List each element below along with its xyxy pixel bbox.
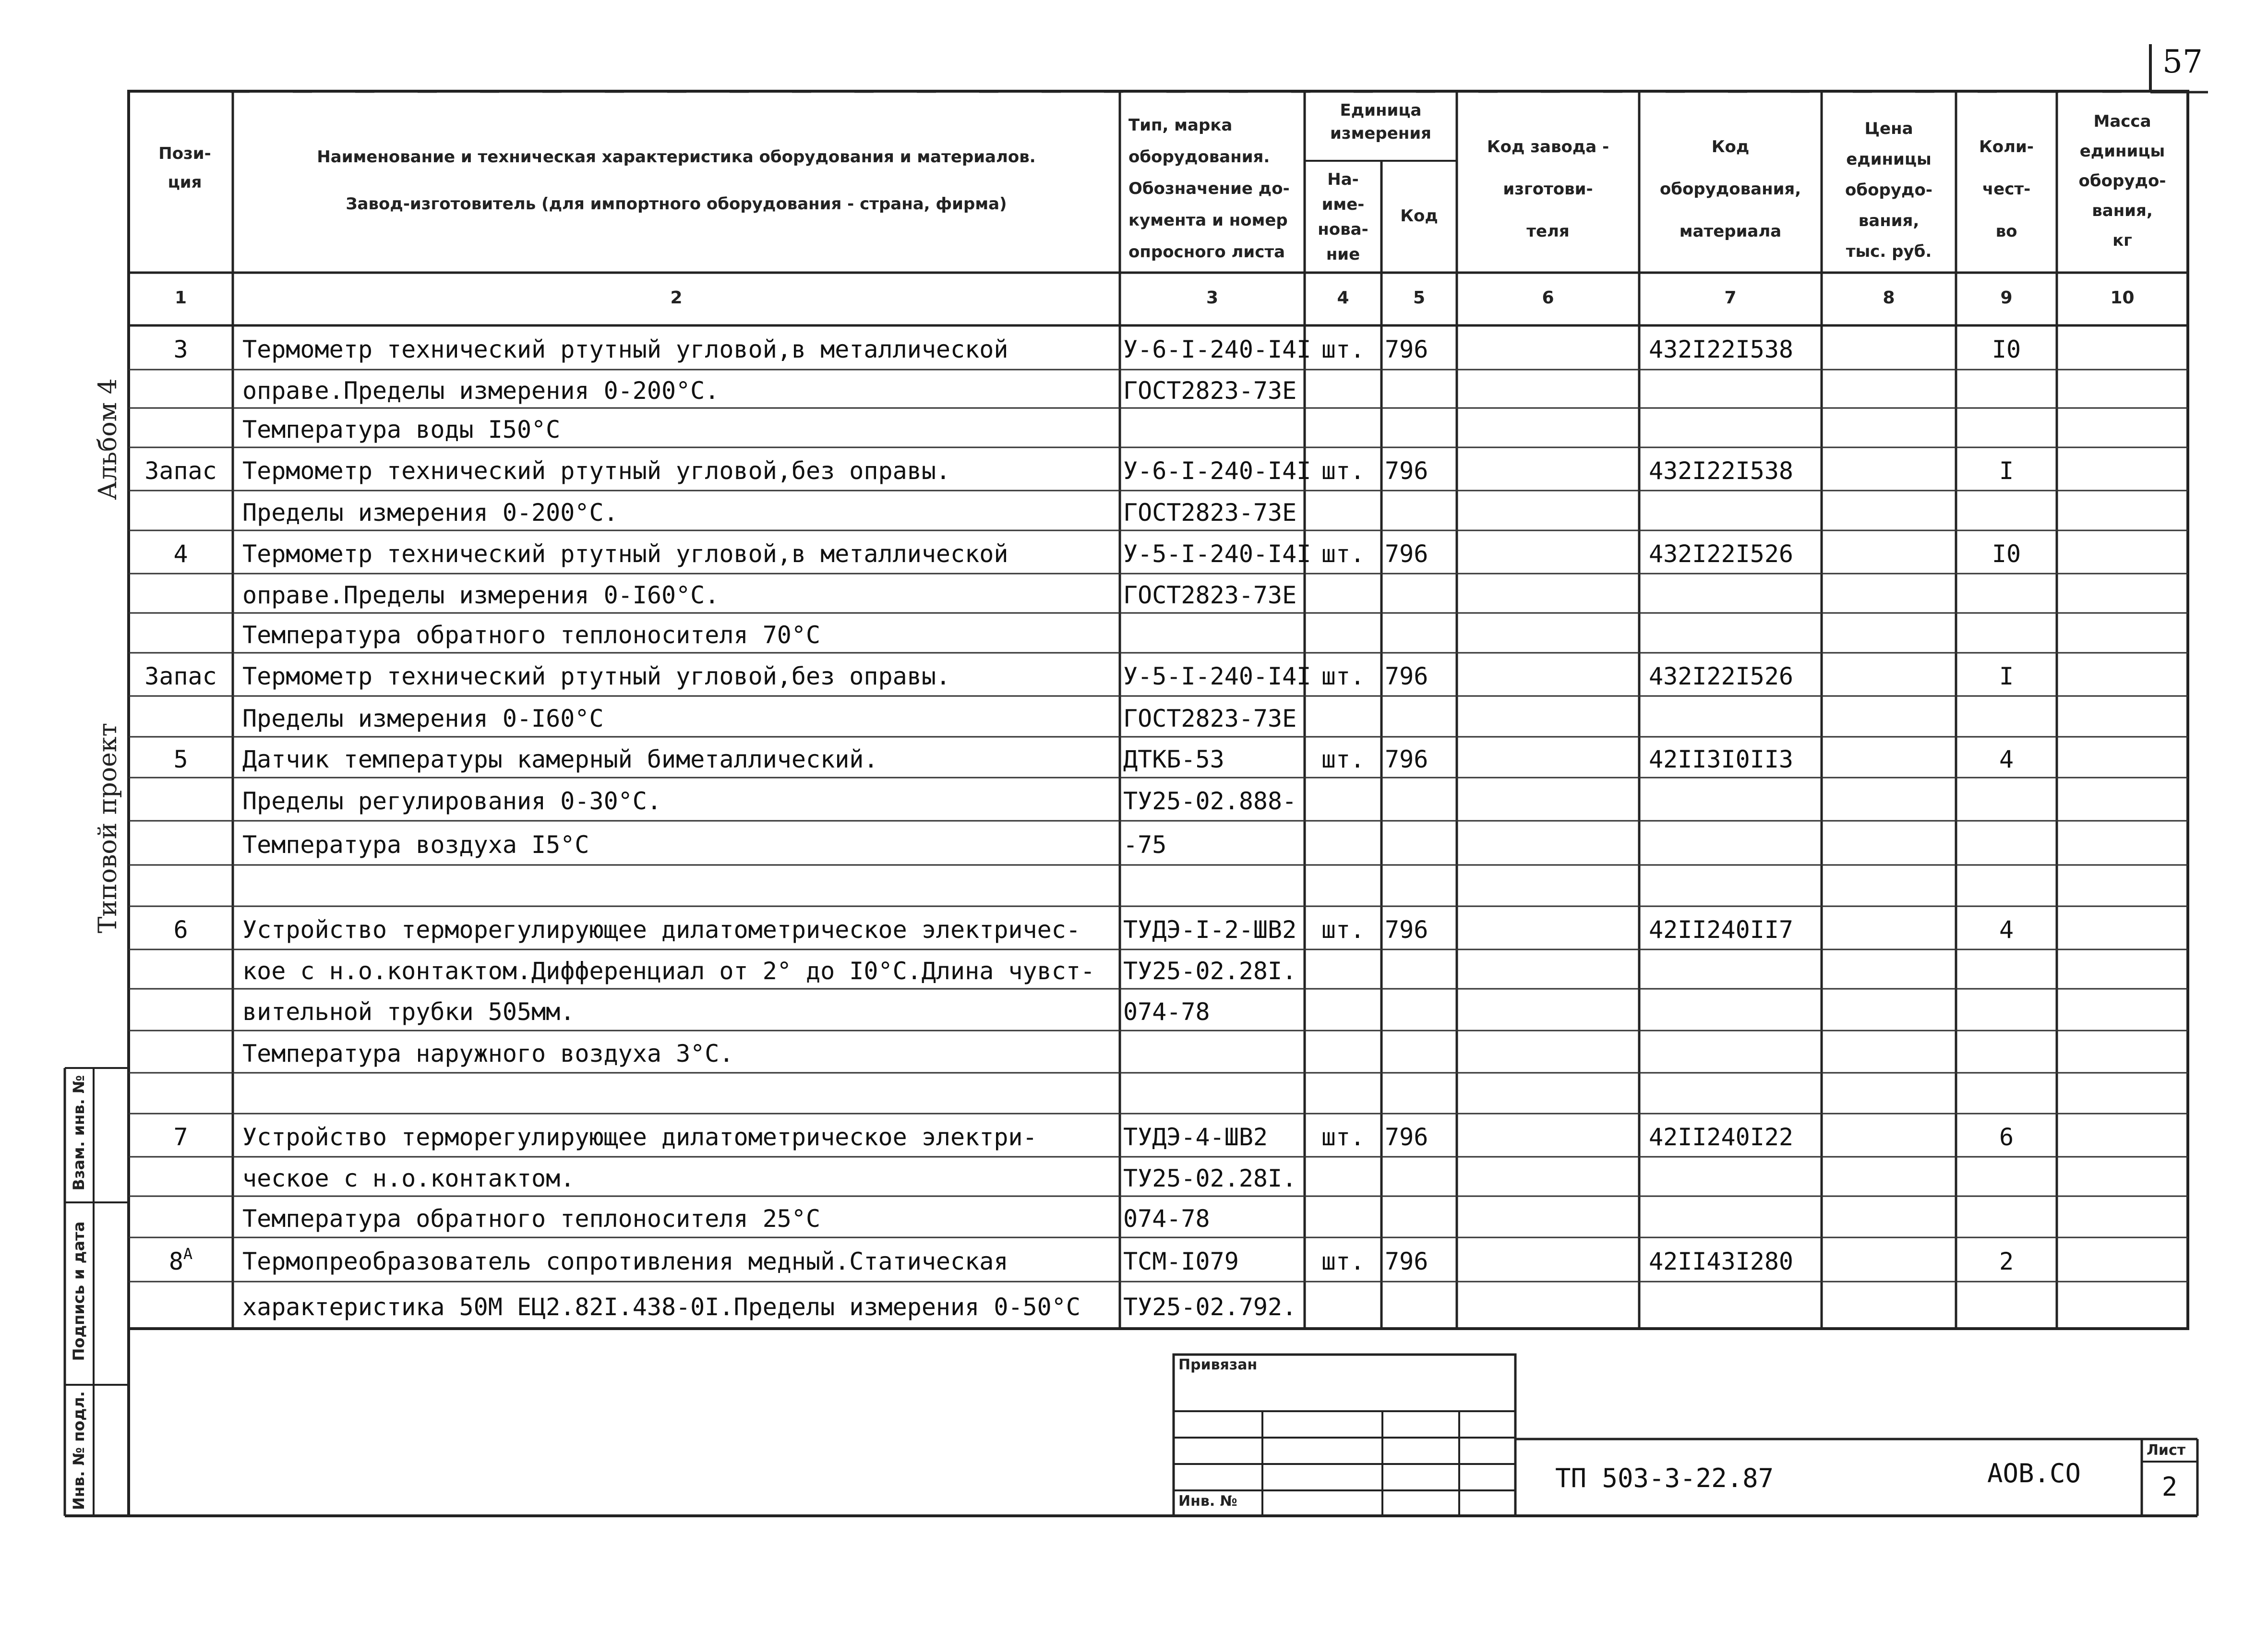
row-4-type: У-6-I-240-I4I — [1123, 457, 1311, 485]
header-mass: Масса единицы оборудо- вания, кг — [2078, 112, 2166, 250]
row-9-type: У-5-I-240-I4I — [1123, 662, 1311, 690]
row-6-code: 796 — [1385, 540, 1428, 568]
row-20-unit: шт. — [1321, 1123, 1365, 1151]
position-superscript: А — [183, 1245, 193, 1263]
row-4-pos: Запас — [144, 457, 217, 485]
row-4-equip: 432I22I538 — [1649, 457, 1794, 485]
header-price: Цена единицы оборудо- вания, тыс. руб. — [1845, 119, 1932, 261]
row-6-name: Термометр технический ртутный угловой,в металлической — [242, 540, 1008, 568]
row-4-qty: I — [1999, 457, 2014, 485]
row-20-name: Устройство терморегулирующее дилатометрическое электри- — [242, 1123, 1037, 1151]
sheet-number: 2 — [2161, 1472, 2178, 1502]
col-num-7: 7 — [1724, 288, 1737, 308]
row-20-pos: 7 — [173, 1123, 188, 1151]
col-num-2: 2 — [670, 288, 683, 308]
row-1-pos: 3 — [173, 336, 188, 363]
row-13-name: Температура воздуха I5°С — [242, 831, 589, 859]
col-num-3: 3 — [1206, 288, 1219, 308]
row-1-type: У-6-I-240-I4I — [1123, 336, 1311, 363]
row-20-type: ТУДЭ-4-ШВ2 — [1123, 1123, 1268, 1151]
row-6-type: У-5-I-240-I4I — [1123, 540, 1311, 568]
row-2-type: ГОСТ2823-73Е — [1123, 377, 1297, 405]
row-9-equip: 432I22I526 — [1649, 662, 1794, 690]
header-unit-code: Код — [1400, 206, 1438, 226]
row-1-equip: 432I22I538 — [1649, 336, 1794, 363]
row-20-code: 796 — [1385, 1123, 1428, 1151]
row-15-unit: шт. — [1321, 916, 1365, 944]
col-num-5: 5 — [1413, 288, 1426, 308]
row-1-name: Термометр технический ртутный угловой,в металлической — [242, 336, 1008, 363]
document-code: ТП 503-3-22.87 — [1555, 1463, 1774, 1493]
row-6-qty: I0 — [1992, 540, 2021, 568]
document-mark: АОВ.СО — [1987, 1458, 2081, 1488]
row-7-type: ГОСТ2823-73Е — [1123, 581, 1297, 609]
row-20-qty: 6 — [1999, 1123, 2014, 1151]
row-15-equip: 42II240II7 — [1649, 916, 1794, 944]
row-21-name: ческое с н.о.контактом. — [242, 1164, 575, 1192]
header-plant-code: Код завода - изготови- теля — [1487, 137, 1609, 241]
row-15-type: ТУДЭ-I-2-ШВ2 — [1123, 916, 1297, 944]
row-23-type: ТСМ-I079 — [1123, 1248, 1239, 1275]
row-15-code: 796 — [1385, 916, 1428, 944]
header-name: Наименование и техническая характеристика оборудования и материалов. Завод-изготовитель (для импортного оборудования - страна, фирма) — [317, 147, 1036, 214]
col-num-1: 1 — [174, 288, 187, 308]
row-18-name: Температура наружного воздуха 3°С. — [242, 1040, 734, 1068]
header-unit-name: На- име- нова- ние — [1318, 170, 1368, 264]
side-label-podpis: Подпись и дата — [70, 1221, 88, 1361]
row-1-unit: шт. — [1321, 336, 1365, 363]
row-20-equip: 42II240I22 — [1649, 1123, 1794, 1151]
col-num-8: 8 — [1883, 288, 1895, 308]
row-17-name: вительной трубки 505мм. — [242, 997, 575, 1026]
row-3-name: Температура воды I50°С — [242, 416, 561, 444]
header-position: Пози- ция — [158, 144, 211, 192]
stamp-privyazan: Привязан — [1178, 1356, 1258, 1373]
side-label-album: Альбом 4 — [94, 378, 122, 500]
row-22-type: 074-78 — [1123, 1205, 1210, 1233]
header-equip-code: Код оборудования, материала — [1659, 137, 1801, 241]
row-9-code: 796 — [1385, 662, 1428, 690]
row-10-type: ГОСТ2823-73Е — [1123, 704, 1297, 732]
side-label-inv: Инв. № подл. — [70, 1391, 88, 1510]
row-5-name: Пределы измерения 0-200°С. — [242, 498, 618, 527]
row-4-name: Термометр технический ртутный угловой,без оправы. — [242, 457, 951, 485]
row-13-type: -75 — [1123, 831, 1167, 859]
row-11-name: Датчик температуры камерный биметаллический. — [242, 745, 878, 773]
sheet-label: Лист — [2147, 1442, 2186, 1459]
header-qty: Коли- чест- во — [1979, 137, 2034, 241]
row-11-type: ДТКБ-53 — [1123, 745, 1224, 773]
row-9-name: Термометр технический ртутный угловой,без оправы. — [242, 662, 951, 690]
header-type: Тип, марка оборудования. Обозначение до- кумента и номер опросного листа — [1128, 116, 1290, 262]
row-8-name: Температура обратного теплоносителя 70°С — [242, 621, 821, 649]
row-16-name: кое с н.о.контактом.Дифференциал от 2° до I0°С.Длина чувст- — [242, 957, 1095, 985]
side-label-vzam: Взам. инв. № — [70, 1075, 88, 1191]
row-23-qty: 2 — [1999, 1248, 2014, 1275]
row-11-pos: 5 — [173, 745, 188, 773]
row-9-unit: шт. — [1321, 662, 1365, 690]
row-7-name: оправе.Пределы измерения 0-I60°С. — [242, 581, 720, 609]
row-15-pos: 6 — [173, 916, 188, 944]
header-unit-group: Единица измерения — [1330, 101, 1431, 143]
col-num-10: 10 — [2110, 288, 2135, 308]
side-label-project: Типовой проект — [94, 722, 122, 934]
row-10-name: Пределы измерения 0-I60°С — [242, 704, 604, 732]
row-4-unit: шт. — [1321, 457, 1365, 485]
row-2-name: оправе.Пределы измерения 0-200°С. — [242, 377, 720, 405]
col-num-9: 9 — [2000, 288, 2013, 308]
row-6-unit: шт. — [1321, 540, 1365, 568]
row-11-unit: шт. — [1321, 745, 1365, 773]
row-5-type: ГОСТ2823-73Е — [1123, 498, 1297, 527]
page-number: 57 — [2162, 43, 2203, 80]
col-num-6: 6 — [1542, 288, 1554, 308]
row-22-name: Температура обратного теплоносителя 25°С — [242, 1205, 821, 1233]
row-23-code: 796 — [1385, 1248, 1428, 1275]
row-4-code: 796 — [1385, 457, 1428, 485]
row-12-name: Пределы регулирования 0-30°С. — [242, 787, 661, 815]
row-11-code: 796 — [1385, 745, 1428, 773]
row-24-type: ТУ25-02.792. — [1123, 1293, 1297, 1321]
row-6-equip: 432I22I526 — [1649, 540, 1794, 568]
row-1-code: 796 — [1385, 336, 1428, 363]
row-17-type: 074-78 — [1123, 997, 1210, 1026]
row-15-qty: 4 — [1999, 916, 2014, 944]
row-24-name: характеристика 50М ЕЦ2.82I.438-0I.Пределы измерения 0-50°С — [242, 1293, 1080, 1321]
row-15-name: Устройство терморегулирующее дилатометрическое электричес- — [242, 916, 1080, 944]
row-21-type: ТУ25-02.28I. — [1123, 1164, 1297, 1192]
row-6-pos: 4 — [173, 540, 188, 568]
col-num-4: 4 — [1337, 288, 1349, 308]
row-23-name: Термопреобразователь сопротивления медный.Статическая — [242, 1248, 1008, 1275]
stamp-inv-no: Инв. № — [1178, 1493, 1237, 1510]
row-23-equip: 42II43I280 — [1649, 1248, 1794, 1275]
row-23-unit: шт. — [1321, 1248, 1365, 1275]
row-9-qty: I — [1999, 662, 2014, 690]
row-16-type: ТУ25-02.28I. — [1123, 957, 1297, 985]
row-1-qty: I0 — [1992, 336, 2021, 363]
row-11-qty: 4 — [1999, 745, 2014, 773]
row-23-pos: $8^А$ — [168, 1245, 193, 1275]
row-11-equip: 42II3I0II3 — [1649, 745, 1794, 773]
row-9-pos: Запас — [144, 662, 217, 690]
row-12-type: ТУ25-02.888- — [1123, 787, 1297, 815]
